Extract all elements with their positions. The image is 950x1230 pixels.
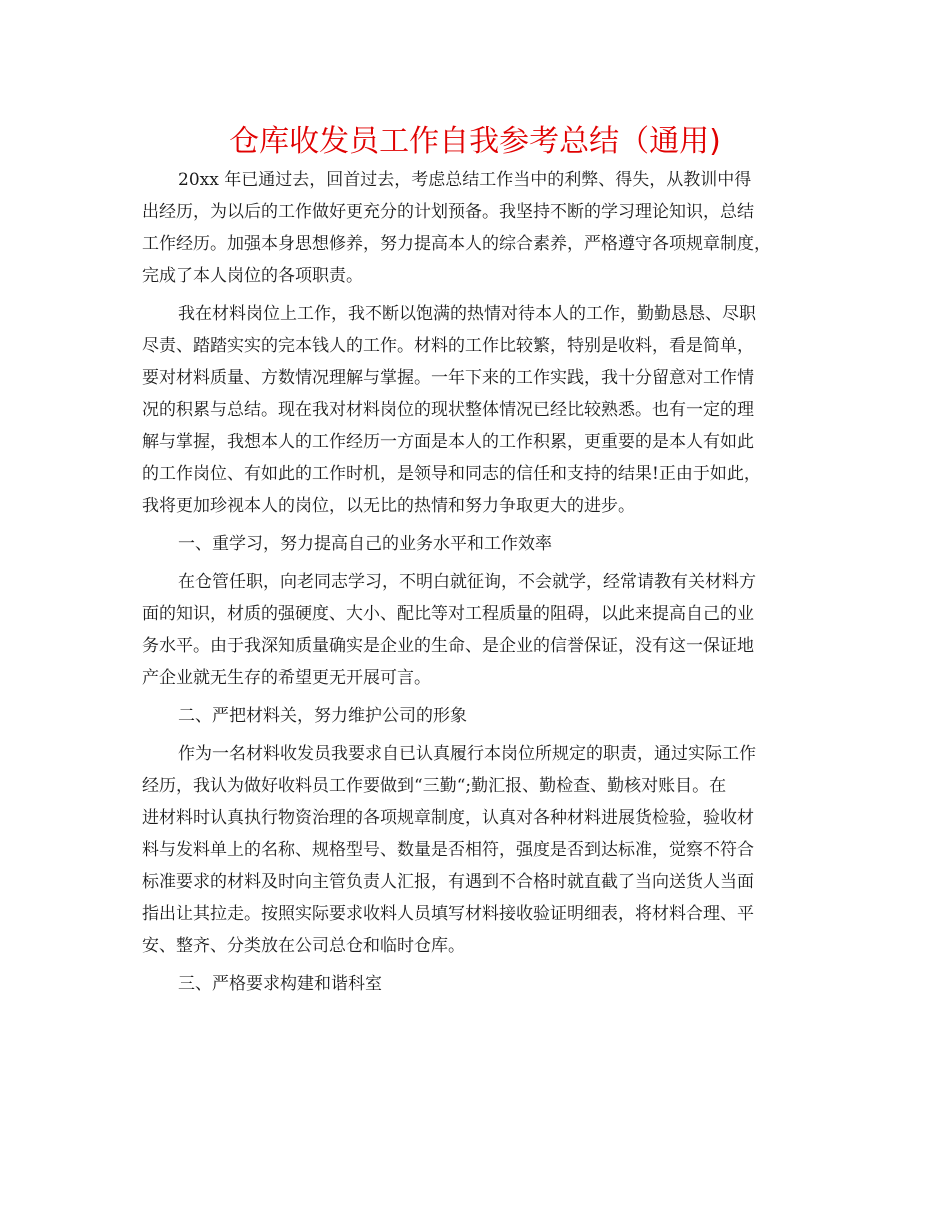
document-body (142, 164, 822, 1000)
paragraph-line: 安、整齐、分类放在公司总仓和临时仓库。 (142, 936, 465, 956)
document-title: 仓库收发员工作自我参考总结（通用) (229, 124, 721, 159)
paragraph-line: 解与掌握，我想本人的工作经历一方面是本人的工作积累，更重要的是本人有如此 (142, 432, 754, 452)
paragraph-line: 完成了本人岗位的各项职责。 (142, 266, 363, 286)
section-heading-2 (142, 700, 822, 732)
paragraph-line: 我将更加珍视本人的岗位，以无比的热情和努力争取更大的进步。 (142, 496, 635, 516)
paragraph-quality-control (142, 738, 822, 962)
paragraph-line: 我在材料岗位上工作，我不断以饱满的热情对待本人的工作，勤勤恳恳、尽职 (178, 304, 756, 324)
section-heading-3 (142, 968, 822, 1000)
paragraph-line: 产企业就无生存的希望更无开展可言。 (142, 668, 431, 688)
paragraph-line: 出经历，为以后的工作做好更充分的计划预备。我坚持不断的学习理论知识，总结 (142, 202, 754, 222)
paragraph-line: 进材料时认真执行物资治理的各项规章制度，认真对各种材料进展货检验，验收材 (142, 808, 754, 828)
section-heading: 三、严格要求构建和谐科室 (178, 974, 382, 994)
section-heading: 一、重学习，努力提高自己的业务水平和工作效率 (178, 534, 552, 554)
paragraph-line: 经历，我认为做好收料员工作要做到“三勤“;勤汇报、勤检查、勤核对账目。在 (142, 776, 727, 796)
section-heading: 二、严把材料关，努力维护公司的形象 (178, 706, 467, 726)
paragraph-line: 尽责、踏踏实实的完本钱人的工作。材料的工作比较繁，特别是收料，看是简单， (142, 336, 754, 356)
paragraph-line: 指出让其拉走。按照实际要求收料人员填写材料接收验证明细表，将材料合理、平 (142, 904, 754, 924)
paragraph-line: 料与发料单上的名称、规格型号、数量是否相符，强度是否到达标准，觉察不符合 (142, 840, 754, 860)
paragraph-line: 工作经历。加强本身思想修养，努力提高本人的综合素养，严格遵守各项规章制度， (142, 234, 771, 254)
paragraph-line: 的工作岗位、有如此的工作时机，是领导和同志的信任和支持的结果!正由于如此， (142, 464, 761, 484)
paragraph-line: 标准要求的材料及时向主管负责人汇报，有遇到不合格时就直截了当向送货人当面 (142, 872, 754, 892)
paragraph-line: 面的知识，材质的强硬度、大小、配比等对工程质量的阻碍，以此来提高自己的业 (142, 604, 754, 624)
paragraph-line: 在仓管任职，向老同志学习，不明白就征询，不会就学，经常请教有关材料方 (178, 572, 756, 592)
paragraph-intro (142, 164, 822, 292)
paragraph-materials-post (142, 298, 822, 522)
paragraph-line: 要对材料质量、方数情况理解与掌握。一年下来的工作实践，我十分留意对工作情 (142, 368, 754, 388)
paragraph-learning (142, 566, 822, 694)
paragraph-line: 作为一名材料收发员我要求自已认真履行本岗位所规定的职责，通过实际工作 (178, 744, 756, 764)
paragraph-line: 况的积累与总结。现在我对材料岗位的现状整体情况已经比较熟悉。也有一定的理 (142, 400, 754, 420)
paragraph-line: 务水平。由于我深知质量确实是企业的生命、是企业的信誉保证，没有这一保证地 (142, 636, 754, 656)
paragraph-line: 20xx 年已通过去，回首过去，考虑总结工作当中的利弊、得失，从教训中得 (178, 170, 752, 190)
section-heading-1 (142, 528, 822, 560)
